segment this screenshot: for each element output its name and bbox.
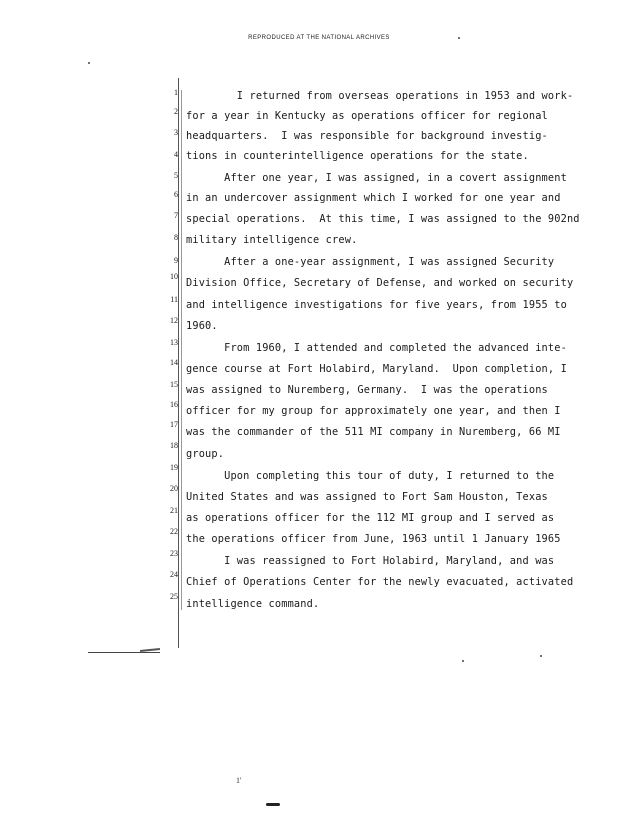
line-number: 21 bbox=[170, 506, 178, 515]
line-number: 4 bbox=[174, 150, 178, 159]
transcript-line: special operations. At this time, I was assigned to the 902nd bbox=[186, 213, 580, 225]
transcript-line: Division Office, Secretary of Defense, and worked on security bbox=[186, 277, 574, 289]
transcript-line: After one year, I was assigned, in a covert assignment bbox=[186, 172, 567, 184]
ink-speck bbox=[458, 37, 460, 39]
left-margin-rule-inner bbox=[181, 90, 182, 610]
page-mark: 1' bbox=[236, 776, 242, 785]
line-number: 1 bbox=[174, 88, 178, 97]
bottom-ink-mark bbox=[266, 803, 280, 806]
transcript-line: for a year in Kentucky as operations officer for regional bbox=[186, 110, 548, 122]
left-margin-rule bbox=[178, 78, 179, 648]
footer-rule bbox=[88, 652, 160, 653]
ink-speck bbox=[88, 62, 90, 64]
archive-header: REPRODUCED AT THE NATIONAL ARCHIVES bbox=[248, 35, 390, 41]
transcript-line: After a one-year assignment, I was assigned Security bbox=[186, 256, 555, 268]
line-number: 13 bbox=[170, 338, 178, 347]
line-number: 18 bbox=[170, 441, 178, 450]
transcript-line: was the commander of the 511 MI company in Nuremberg, 66 MI bbox=[186, 426, 561, 438]
line-number: 3 bbox=[174, 128, 178, 137]
transcript-line: headquarters. I was responsible for background investig- bbox=[186, 130, 548, 142]
ink-speck bbox=[462, 660, 464, 662]
line-number: 24 bbox=[170, 570, 178, 579]
line-number: 5 bbox=[174, 171, 178, 180]
transcript-line: I was reassigned to Fort Holabird, Maryland, and was bbox=[186, 555, 555, 567]
transcript-line: Chief of Operations Center for the newly evacuated, activated bbox=[186, 576, 574, 588]
ink-speck bbox=[540, 655, 542, 657]
line-number: 15 bbox=[170, 380, 178, 389]
transcript-line: From 1960, I attended and completed the advanced inte- bbox=[186, 342, 567, 354]
transcript-line: military intelligence crew. bbox=[186, 234, 358, 246]
line-number: 10 bbox=[170, 272, 178, 281]
line-number: 9 bbox=[174, 256, 178, 265]
line-number: 7 bbox=[174, 211, 178, 220]
line-number: 16 bbox=[170, 400, 178, 409]
line-number: 22 bbox=[170, 527, 178, 536]
transcript-line: I returned from overseas operations in 1953 and work- bbox=[186, 90, 574, 102]
transcript-line: the operations officer from June, 1963 until 1 January 1965 bbox=[186, 533, 561, 545]
line-number: 6 bbox=[174, 190, 178, 199]
transcript-line: group. bbox=[186, 448, 225, 460]
transcript-line: and intelligence investigations for five years, from 1955 to bbox=[186, 299, 567, 311]
line-number: 8 bbox=[174, 233, 178, 242]
line-number: 19 bbox=[170, 463, 178, 472]
transcript-line: United States and was assigned to Fort Sam Houston, Texas bbox=[186, 491, 548, 503]
line-number: 23 bbox=[170, 549, 178, 558]
transcript-line: Upon completing this tour of duty, I returned to the bbox=[186, 470, 555, 482]
transcript-line: as operations officer for the 112 MI group and I served as bbox=[186, 512, 555, 524]
line-number: 25 bbox=[170, 592, 178, 601]
line-number: 11 bbox=[170, 295, 178, 304]
transcript-line: 1960. bbox=[186, 320, 218, 332]
line-number: 20 bbox=[170, 484, 178, 493]
transcript-line: gence course at Fort Holabird, Maryland. Upon completion, I bbox=[186, 363, 567, 375]
transcript-line: officer for my group for approximately one year, and then I bbox=[186, 405, 561, 417]
line-number: 2 bbox=[174, 107, 178, 116]
transcript-line: intelligence command. bbox=[186, 598, 320, 610]
line-number: 12 bbox=[170, 316, 178, 325]
transcript-line: in an undercover assignment which I worked for one year and bbox=[186, 192, 561, 204]
transcript-line: was assigned to Nuremberg, Germany. I was the operations bbox=[186, 384, 548, 396]
transcript-line: tions in counterintelligence operations for the state. bbox=[186, 150, 529, 162]
line-number: 17 bbox=[170, 420, 178, 429]
line-number: 14 bbox=[170, 358, 178, 367]
